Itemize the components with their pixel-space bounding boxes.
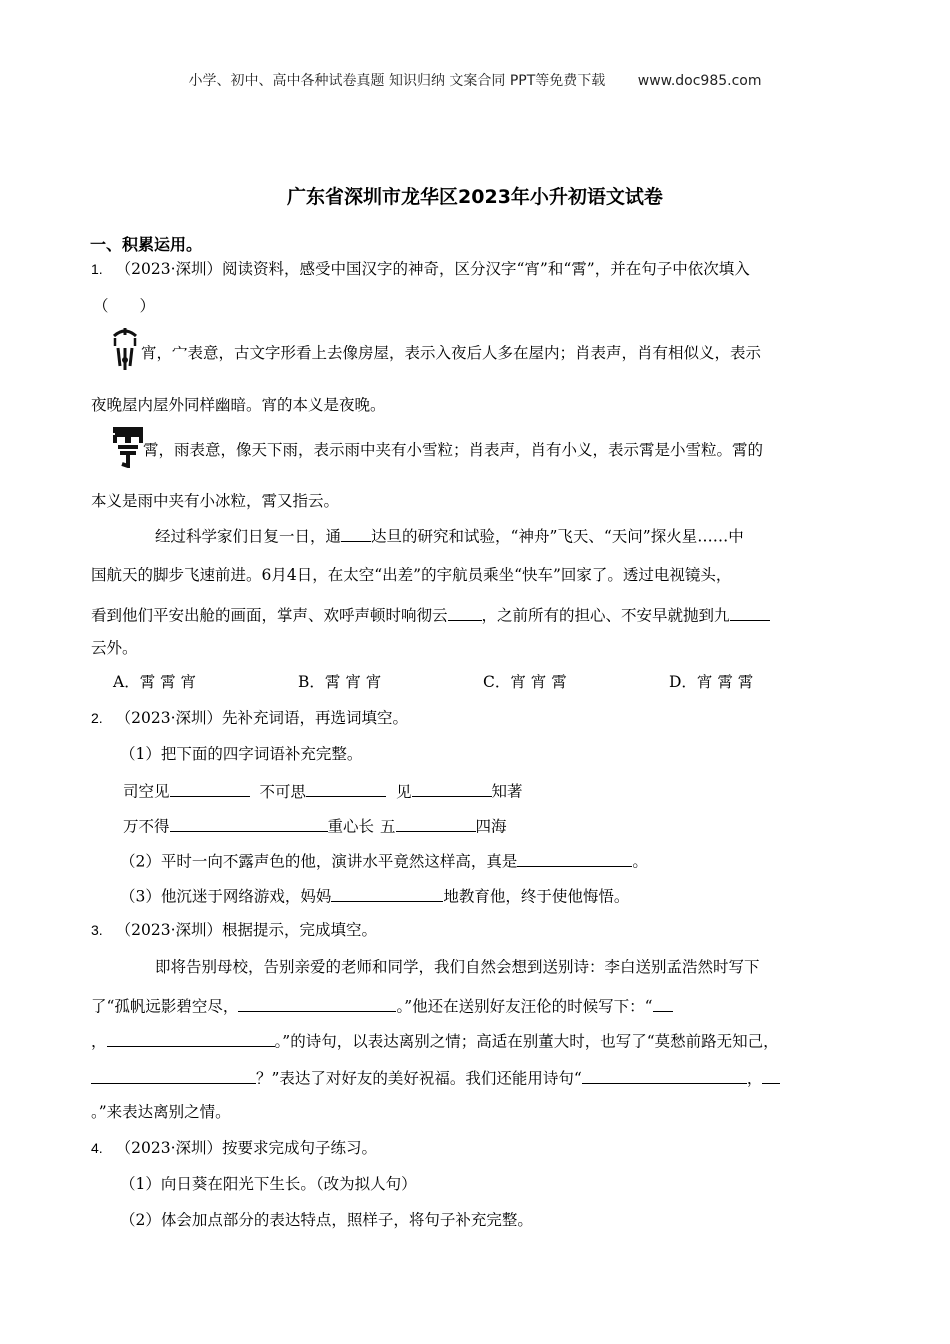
poem-blank[interactable] [238, 995, 396, 1012]
idiom-blank[interactable] [170, 815, 328, 832]
idiom-blank[interactable] [306, 780, 386, 797]
idiom-text: 司空见 [123, 782, 170, 801]
section-heading: 一、积累运用。 [90, 235, 203, 254]
page-title: 广东省深圳市龙华区2023年小升初语文试卷 [287, 186, 663, 208]
poem-blank[interactable] [91, 1067, 256, 1084]
poem-blank[interactable] [107, 1030, 275, 1047]
definition-xiao-line2: 夜晚屋内屋外同样幽暗。宵的本义是夜晚。 [91, 396, 386, 414]
passage-line2: 国航天的脚步飞速前进。6月4日，在太空“出差”的宇航员乘坐“快车”回家了。透过电视镜头， [91, 566, 732, 584]
idiom-blank[interactable] [170, 780, 250, 797]
fill-blank[interactable] [331, 885, 443, 902]
fill-blank-2[interactable] [448, 604, 482, 621]
question-number: 3. [91, 922, 103, 938]
idiom-text: 见 [396, 782, 412, 801]
idiom-blank[interactable] [396, 815, 476, 832]
fill-blank-3[interactable] [730, 604, 770, 621]
passage-line1 [155, 525, 744, 546]
idiom-text: 不可思 [259, 782, 307, 801]
definition-xiao-rain-line1: 霄，雨表意，像天下雨，表示雨中夹有小雪粒；肖表声，肖有小义，表示霄是小雪粒。霄的 [143, 441, 764, 459]
option-a[interactable]: A．霄 霄 宵 [113, 673, 197, 691]
sub-text: （2）平时一向不露声色的他，演讲水平竟然这样高，真是 [120, 852, 518, 871]
question-2-stem [91, 709, 408, 728]
question-text: 根据提示，完成填空。 [222, 921, 378, 939]
question-2-sub1: （1）把下面的四字词语补充完整。 [120, 745, 363, 763]
question-text: 先补充词语，再选词填空。 [222, 709, 409, 727]
question-3-stem [91, 921, 377, 940]
poem-line5: 。”来表达离别之情。 [91, 1103, 231, 1121]
idiom-row-1 [123, 780, 523, 801]
poem-line2 [91, 995, 673, 1016]
question-source: （2023·深圳） [115, 921, 222, 939]
sub-text: （3）他沉迷于网络游戏，妈妈 [120, 887, 332, 906]
fill-blank-1[interactable] [341, 525, 371, 542]
idiom-row-2 [123, 815, 507, 836]
poem-text: 。”他还在送别好友汪伦的时候写下：“ [396, 997, 653, 1016]
passage-text: ，之前所有的担心、不安早就抛到九 [481, 606, 730, 625]
question-2-sub2 [120, 850, 648, 871]
header-text: 小学、初中、高中各种试卷真题 知识归纳 文案合同 PPT等免费下载 [188, 73, 606, 89]
passage-text: 达旦的研究和试验，“神舟”飞天、“天问”探火星……中 [371, 527, 744, 546]
idiom-text: 五 [380, 817, 396, 836]
poem-blank[interactable] [653, 995, 673, 1012]
fill-blank[interactable] [517, 850, 632, 867]
question-source: （2023·深圳） [115, 1139, 222, 1157]
poem-line3 [91, 1030, 779, 1051]
answer-paren: （ ） [93, 297, 156, 315]
question-2-sub3 [120, 885, 629, 906]
idiom-blank[interactable] [412, 780, 492, 797]
idiom-text: 四海 [475, 817, 507, 836]
poem-blank[interactable] [762, 1067, 780, 1084]
passage-line3 [91, 604, 770, 625]
idiom-text: 知著 [491, 782, 523, 801]
question-number: 1. [91, 261, 103, 277]
option-b[interactable]: B．霄 宵 宵 [298, 673, 382, 691]
question-text: 阅读资料，感受中国汉字的神奇，区分汉字“宵”和“霄”，并在句子中依次填入 [222, 260, 750, 278]
option-c[interactable]: C．宵 宵 霄 [483, 673, 567, 691]
poem-text: 。”的诗句，以表达离别之情；高适在别董大时，也写了“莫愁前路无知己， [274, 1032, 779, 1051]
poem-text: ， [91, 1032, 107, 1051]
sub-text: 。 [632, 852, 648, 871]
question-number: 2. [91, 710, 103, 726]
poem-text: ， [746, 1069, 763, 1088]
header-site[interactable]: www.doc985.com [637, 73, 762, 89]
definition-xiao-line1: 宵，宀表意，古文字形看上去像房屋，表示入夜后人多在屋内；肖表声，肖有相似义，表示 [141, 344, 762, 362]
question-source: （2023·深圳） [115, 709, 222, 727]
question-number: 4. [91, 1140, 103, 1156]
sub-text: 地教育他，终于使他悔悟。 [443, 887, 630, 906]
passage-text: 经过科学家们日复一日，通 [155, 527, 342, 546]
question-4-stem [91, 1139, 377, 1158]
page-header [0, 70, 950, 90]
question-4-sub2: （2）体会加点部分的表达特点，照样子，将句子补充完整。 [120, 1211, 533, 1229]
poem-text: ？”表达了对好友的美好祝福。我们还能用诗句“ [256, 1069, 582, 1088]
question-text: 按要求完成句子练习。 [222, 1139, 378, 1157]
definition-xiao-rain-line2: 本义是雨中夹有小冰粒，霄又指云。 [91, 492, 340, 510]
poem-text: 了“孤帆远影碧空尽， [91, 997, 239, 1016]
poem-line1: 即将告别母校，告别亲爱的老师和同学，我们自然会想到送别诗：李白送别孟浩然时写下 [155, 958, 760, 976]
option-d[interactable]: D．宵 霄 霄 [669, 673, 754, 691]
poem-line4 [91, 1067, 780, 1088]
idiom-text: 重心长 [327, 817, 375, 836]
idiom-text: 万不得 [123, 817, 170, 836]
question-4-sub1: （1）向日葵在阳光下生长。（改为拟人句） [120, 1175, 417, 1193]
ancient-xiao-glyph-icon [108, 326, 142, 374]
poem-blank[interactable] [582, 1067, 747, 1084]
passage-line4: 云外。 [91, 639, 138, 657]
passage-text: 看到他们平安出舱的画面，掌声、欢呼声顿时响彻云 [91, 606, 448, 625]
question-1-stem [91, 260, 750, 279]
question-source: （2023·深圳） [115, 260, 222, 278]
ancient-xiao-rain-glyph-icon [110, 424, 146, 468]
